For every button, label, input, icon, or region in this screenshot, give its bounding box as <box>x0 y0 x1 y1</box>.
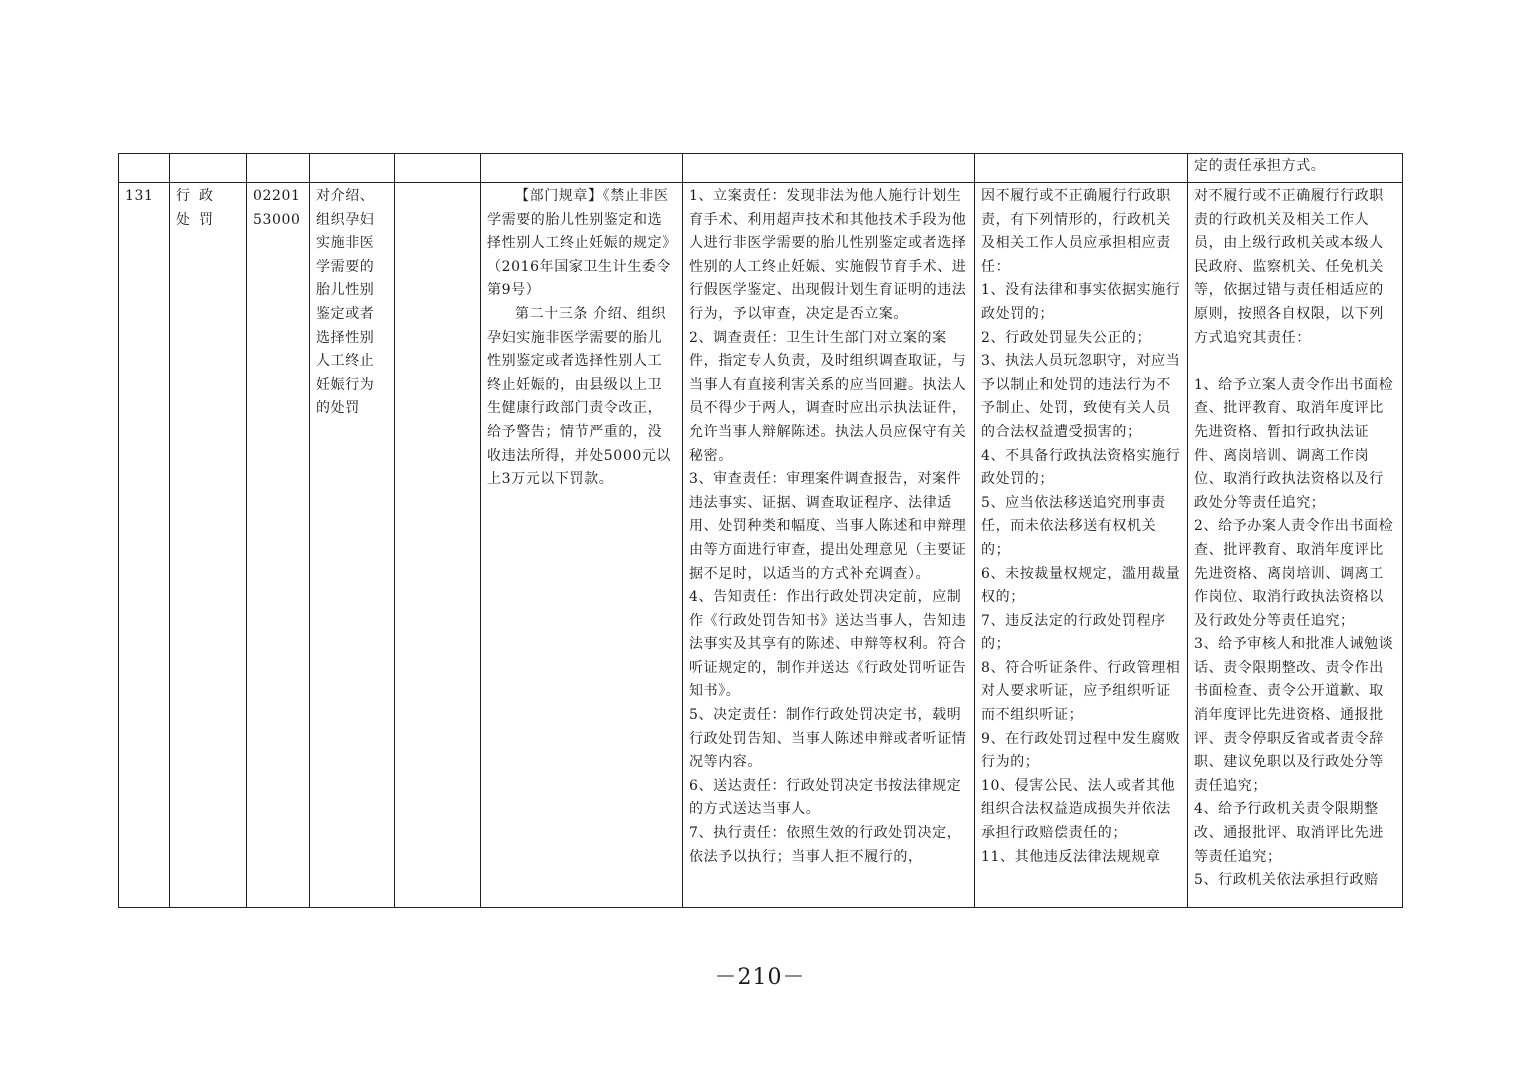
liability-circumstances <box>975 183 1188 908</box>
power-type: 行政处罚 <box>170 183 247 908</box>
accountability-item: 1、给予立案人责令作出书面检查、批评教育、取消年度评比先进资格、暂扣行政执法证件、离岗培训、调离工作岗位、取消行政执法资格以及行政处分等责任追究； <box>1194 376 1394 511</box>
circumstance-item: 9、在行政处罚过程中发生腐败行为的； <box>981 730 1181 771</box>
responsibility-item: 6、送达责任：行政处罚决定书按法律规定的方式送达当事人。 <box>689 777 962 818</box>
responsibility-item: 7、执行责任：依照生效的行政处罚决定，依法予以执行；当事人拒不履行的， <box>689 825 962 865</box>
item-number: 131 <box>119 183 170 908</box>
basis-cell-empty <box>481 154 683 183</box>
power-code-line-2: 53000 <box>253 211 301 228</box>
page-number: －210－ <box>714 965 806 990</box>
circumstance-item: 7、违反法定的行政处罚程序的； <box>981 612 1166 653</box>
continuation-row <box>119 154 1403 183</box>
power-name: 对介绍、组织孕妇实施非医学需要的胎儿性别鉴定或者选择性别人工终止妊娠行为的处罚 <box>310 183 395 908</box>
power-code <box>247 183 310 908</box>
responsibility-cell-empty <box>683 154 975 183</box>
responsibility-list <box>683 183 975 908</box>
circumstance-item: 6、未按裁量权规定，滥用裁量权的； <box>981 565 1181 606</box>
circumstance-item: 8、符合听证条件、行政管理相对人要求听证，应予组织听证而不组织听证； <box>981 659 1181 724</box>
power-list-table <box>118 153 1403 908</box>
circumstance-item: 因不履行或不正确履行行政职责，有下列情形的，行政机关及相关工作人员应承担相应责任： <box>981 188 1171 275</box>
circumstance-item: 10、侵害公民、法人或者其他组织合法权益造成损失并依法承担行政赔偿责任的； <box>981 777 1176 842</box>
number-cell-empty <box>119 154 170 183</box>
power-code-line-1: 02201 <box>253 188 301 204</box>
accountability-item: 3、给予审核人和批准人诫勉谈话、责令限期整改、责令作出书面检查、责令公开道歉、取消年度评比先进资格、通报批评、责令停职反省或者责令辞职、建议免职以及行政处分等责任追究； <box>1194 636 1394 794</box>
circumstance-item: 1、没有法律和事实依据实施行政处罚的； <box>981 282 1181 322</box>
circumstance-item: 11、其他违反法律法规规章 <box>981 848 1161 865</box>
legal-basis-source: 【部门规章】《禁止非医学需要的胎儿性别鉴定和选择性别人工终止妊娠的规定》（2016年国家卫生计生委令第9号） <box>487 188 672 299</box>
accountability-methods <box>1188 183 1403 908</box>
responsibility-item: 2、调查责任：卫生计生部门对立案的案件，指定专人负责，及时组织调查取证，与当事人有直接利害关系的应当回避。执法人员不得少于两人，调查时应出示执法证件，允许当事人辩解陈述。执法人员应保守有关秘密。 <box>689 329 967 464</box>
accountability-item: 4、给予行政机关责令限期整改、通报批评、取消评比先进等责任追究； <box>1194 801 1384 865</box>
legal-basis <box>481 183 683 908</box>
accountability-item: 5、行政机关依法承担行政赔 <box>1194 872 1379 889</box>
responsibility-item: 3、审查责任：审理案件调查报告，对案件违法事实、证据、调查取证程序、法律适用、处罚种类和幅度、当事人陈述和申辩理由等方面进行审查，提出处理意见（主要证据不足时，以适当的方式补充调查）。 <box>689 471 967 582</box>
subitem-cell-empty <box>395 154 481 183</box>
circumstance-item: 3、执法人员玩忽职守，对应当予以制止和处罚的违法行为不予制止、处罚，致使有关人员的合法权益遭受损害的； <box>981 353 1181 440</box>
responsibility-item: 5、决定责任：制作行政处罚决定书，载明行政处罚告知、当事人陈述申辩或者听证情况等内容。 <box>689 707 967 771</box>
responsibility-item: 4、告知责任：作出行政处罚决定前，应制作《行政处罚告知书》送达当事人，告知违法事实及其享有的陈述、申辩等权利。符合听证规定的，制作并送达《行政处罚听证告知书》。 <box>689 589 967 700</box>
code-cell-empty <box>247 154 310 183</box>
type-cell-empty <box>170 154 247 183</box>
accountability-item: 2、给予办案人责令作出书面检查、批评教育、取消年度评比先进资格、离岗培训、调离工作岗位、取消行政执法资格以及行政处分等责任追究； <box>1194 518 1394 629</box>
circumstance-item: 4、不具备行政执法资格实施行政处罚的； <box>981 447 1181 488</box>
responsibility-item: 1、立案责任：发现非法为他人施行计划生育手术、利用超声技术和其他技术手段为他人进行非医学需要的胎儿性别鉴定或者选择性别的人工终止妊娠、实施假节育手术、进行假医学鉴定、出现假计划生育证明的违法行为，予以审查，决定是否立案。 <box>689 188 967 322</box>
circumstance-item: 2、行政处罚显失公正的； <box>981 329 1152 346</box>
power-subitem <box>395 183 481 908</box>
accountability-intro: 对不履行或不正确履行行政职责的行政机关及相关工作人员，由上级行政机关或本级人民政府、监察机关、任免机关等，依据过错与责任相适应的原则，按照各自权限，以下列方式追究其责任： <box>1194 188 1384 346</box>
circumstance-cell-empty <box>975 154 1188 183</box>
name-cell-empty <box>310 154 395 183</box>
table-row <box>119 183 1403 908</box>
circumstance-item: 5、应当依法移送追究刑事责任，而未依法移送有权机关的； <box>981 494 1166 558</box>
accountability-tail-cell: 定的责任承担方式。 <box>1188 154 1403 183</box>
legal-basis-article: 第二十三条 介绍、组织孕妇实施非医学需要的胎儿性别鉴定或者选择性别人工终止妊娠的，由县级以上卫生健康行政部门责令改正，给予警告；情节严重的，没收违法所得，并处5000元以上3万元以下罚款。 <box>487 305 672 488</box>
